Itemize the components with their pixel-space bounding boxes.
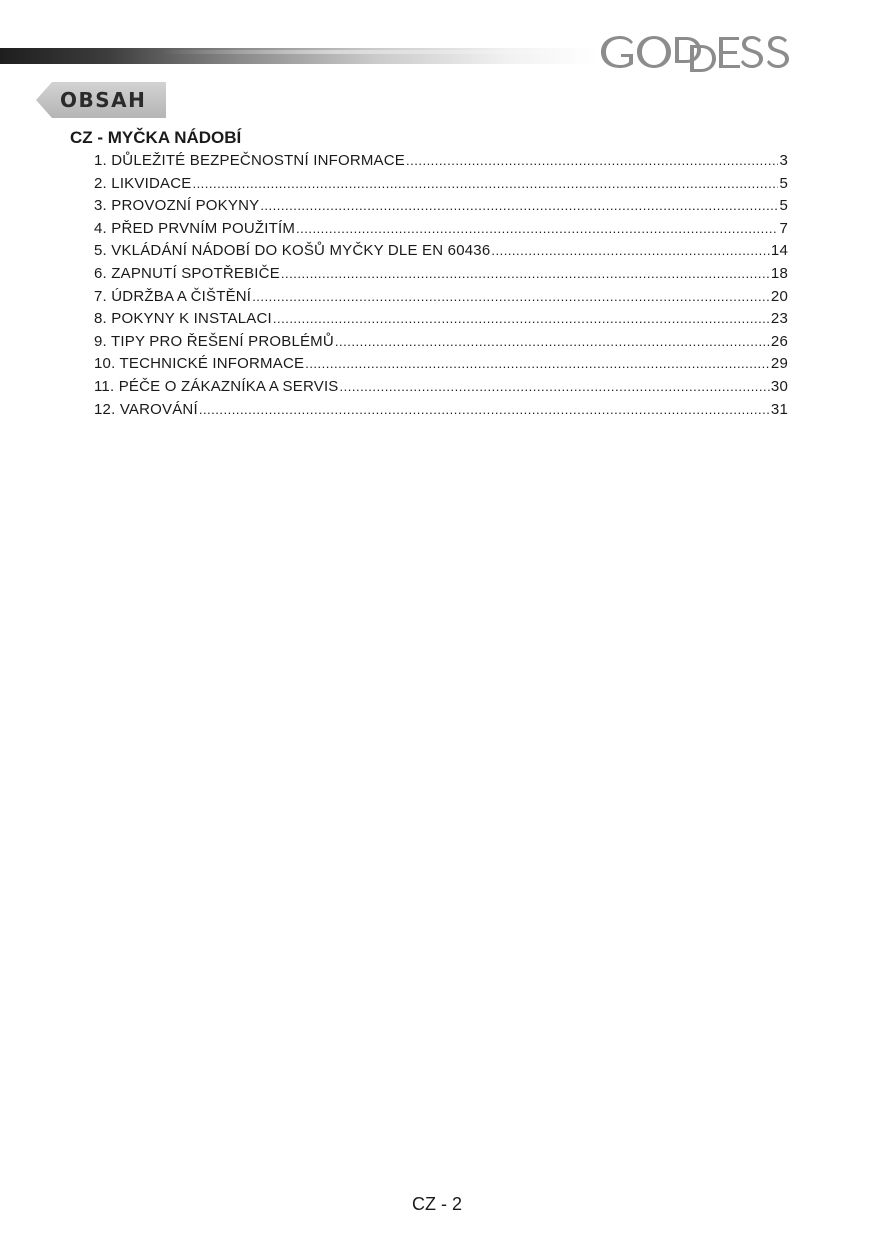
toc-entry-title: 9. TIPY PRO ŘEŠENÍ PROBLÉMŮ: [94, 332, 334, 350]
toc-heading: CZ - MYČKA NÁDOBÍ: [70, 128, 242, 147]
toc-entry-title: 12. VAROVÁNÍ: [94, 400, 198, 418]
toc-dot-leader: [340, 379, 770, 394]
toc-dot-leader: [491, 243, 770, 258]
toc-dot-leader: [192, 176, 778, 191]
toc-entry[interactable]: [94, 265, 788, 288]
toc-entry-page: 14: [770, 242, 788, 260]
toc-dot-leader: [199, 402, 770, 417]
toc-entry[interactable]: [94, 355, 788, 378]
goddess-logo: [598, 28, 818, 74]
toc-dot-leader: [273, 311, 770, 326]
toc-entry-title: 6. ZAPNUTÍ SPOTŘEBIČE: [94, 264, 280, 282]
toc-entry-page: 26: [770, 332, 788, 350]
toc-entry-page: 31: [770, 400, 788, 418]
toc-entry[interactable]: [94, 152, 788, 175]
toc-entry-page: 20: [770, 287, 788, 305]
toc-entry[interactable]: [94, 220, 788, 243]
toc-dot-leader: [296, 221, 778, 236]
page-number: CZ - 2: [411, 1194, 462, 1214]
toc-entry[interactable]: [94, 333, 788, 356]
toc-entry-page: 23: [770, 310, 788, 328]
toc-entry-title: 11. PÉČE O ZÁKAZNÍKA A SERVIS: [94, 377, 339, 395]
toc-entry-title: 7. ÚDRŽBA A ČIŠTĚNÍ: [94, 287, 252, 305]
toc-entry-page: 30: [770, 377, 788, 395]
toc-entry-page: 5: [779, 174, 788, 192]
toc-entry-title: 4. PŘED PRVNÍM POUŽITÍM: [94, 219, 296, 237]
header-gradient-highlight: [160, 50, 600, 54]
toc-entry-title: 3. PROVOZNÍ POKYNY: [94, 197, 260, 215]
toc-entry[interactable]: [94, 175, 788, 198]
toc-entry[interactable]: [94, 197, 788, 220]
toc-entry-title: 2. LIKVIDACE: [94, 174, 192, 192]
toc-entry-page: 18: [770, 264, 788, 282]
table-of-contents: [94, 152, 788, 423]
toc-entry[interactable]: [94, 401, 788, 424]
section-tab-label: OBSAH: [60, 88, 147, 112]
toc-entry-page: 7: [779, 219, 788, 237]
toc-dot-leader: [260, 198, 778, 213]
section-tab: [36, 82, 166, 118]
toc-entry-title: 10. TECHNICKÉ INFORMACE: [94, 355, 305, 373]
toc-entry-page: 3: [779, 152, 788, 169]
toc-entry[interactable]: [94, 242, 788, 265]
toc-dot-leader: [252, 289, 770, 304]
toc-entry-page: 5: [779, 197, 788, 215]
toc-entry-title: 1. DŮLEŽITÉ BEZPEČNOSTNÍ INFORMACE: [94, 152, 406, 169]
toc-entry-page: 29: [770, 355, 788, 373]
toc-entry-title: 8. POKYNY K INSTALACI: [94, 310, 272, 328]
toc-dot-leader: [406, 153, 778, 168]
toc-entry[interactable]: [94, 288, 788, 311]
toc-entry-title: 5. VKLÁDÁNÍ NÁDOBÍ DO KOŠŮ MYČKY DLE EN 60436: [94, 242, 491, 260]
toc-dot-leader: [281, 266, 770, 281]
toc-dot-leader: [305, 356, 770, 371]
toc-entry[interactable]: [94, 378, 788, 401]
toc-dot-leader: [335, 334, 770, 349]
toc-entry[interactable]: [94, 310, 788, 333]
